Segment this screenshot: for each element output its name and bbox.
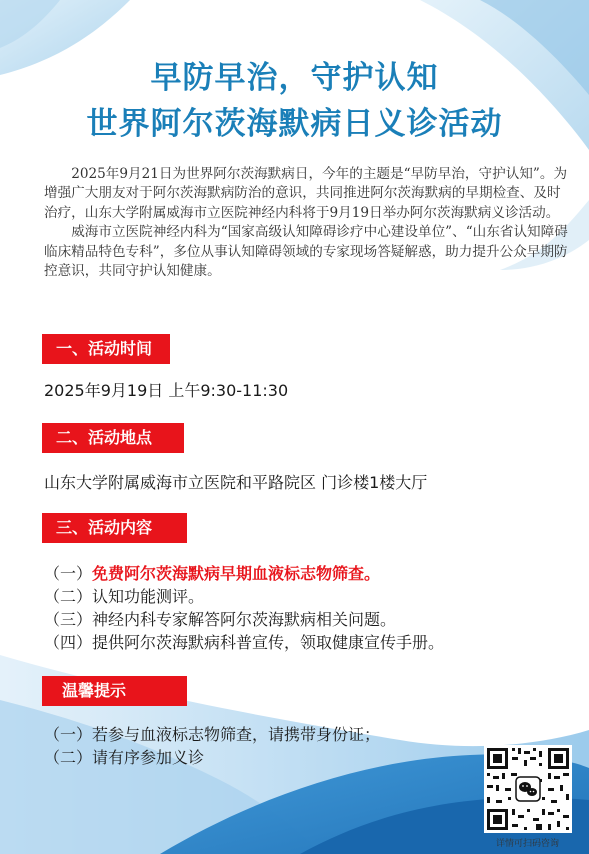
tips-item-2-text: 请有序参加义诊 (92, 748, 205, 767)
content-item-2 (44, 584, 204, 607)
section-content-label: 三、活动内容 (42, 513, 187, 543)
content-item-1-text: 免费阿尔茨海默病早期血液标志物筛查。 (92, 564, 381, 583)
intro-text (44, 165, 569, 281)
tips-item-1-text: 若参与血液标志物筛查，请携带身份证； (92, 725, 381, 744)
content-item-3 (44, 607, 396, 630)
content-item-4 (44, 630, 444, 653)
content-item-1 (44, 561, 380, 584)
event-time-text: 2025年9月19日 上午9:30-11:30 (44, 381, 289, 400)
content-item-1-num: （一） (44, 564, 93, 583)
intro-paragraph-1: 2025年9月21日为世界阿尔茨海默病日，今年的主题是“早防早治，守护认知”。为增强广大朋友对于阿尔茨海默病防治的意识，共同推进阿尔茨海默病的早期检查、及时治疗，山东大学附属威海市立医院神经内科将于9月19日举办阿尔茨海默病义诊活动。 (44, 166, 568, 221)
qr-caption: 详情可扫码咨询 (495, 839, 559, 849)
content-item-3-num: （三） (44, 610, 93, 629)
event-place-text: 山东大学附属威海市立医院和平路院区 门诊楼1楼大厅 (44, 473, 428, 492)
content-item-2-text: 认知功能测评。 (92, 587, 205, 606)
section-tips-label: 温馨提示 (42, 676, 187, 706)
wechat-icon (516, 777, 540, 801)
content-item-2-num: （二） (44, 587, 93, 606)
content-item-4-num: （四） (44, 633, 93, 652)
content-item-4-text: 提供阿尔茨海默病科普宣传，领取健康宣传手册。 (92, 633, 445, 652)
tips-item-2-num: （二） (44, 748, 93, 767)
section-time-label: 一、活动时间 (42, 334, 170, 364)
intro-paragraph-2: 威海市立医院神经内科为“国家高级认知障碍诊疗中心建设单位”、“山东省认知障碍临床精品特色专科”，多位从事认知障碍领域的专家现场答疑解惑，助力提升公众早期防控意识，共同守护认知健康。 (44, 224, 568, 280)
tips-item-2 (44, 745, 204, 768)
content-item-3-text: 神经内科专家解答阿尔茨海默病相关问题。 (92, 610, 397, 629)
title-line-2: 世界阿尔茨海默病日义诊活动 (86, 106, 503, 142)
title-line-1: 早防早治，守护认知 (150, 60, 439, 96)
qr-code[interactable] (484, 745, 572, 833)
section-place-label: 二、活动地点 (42, 423, 184, 453)
tips-item-1 (44, 722, 380, 745)
tips-item-1-num: （一） (44, 725, 93, 744)
